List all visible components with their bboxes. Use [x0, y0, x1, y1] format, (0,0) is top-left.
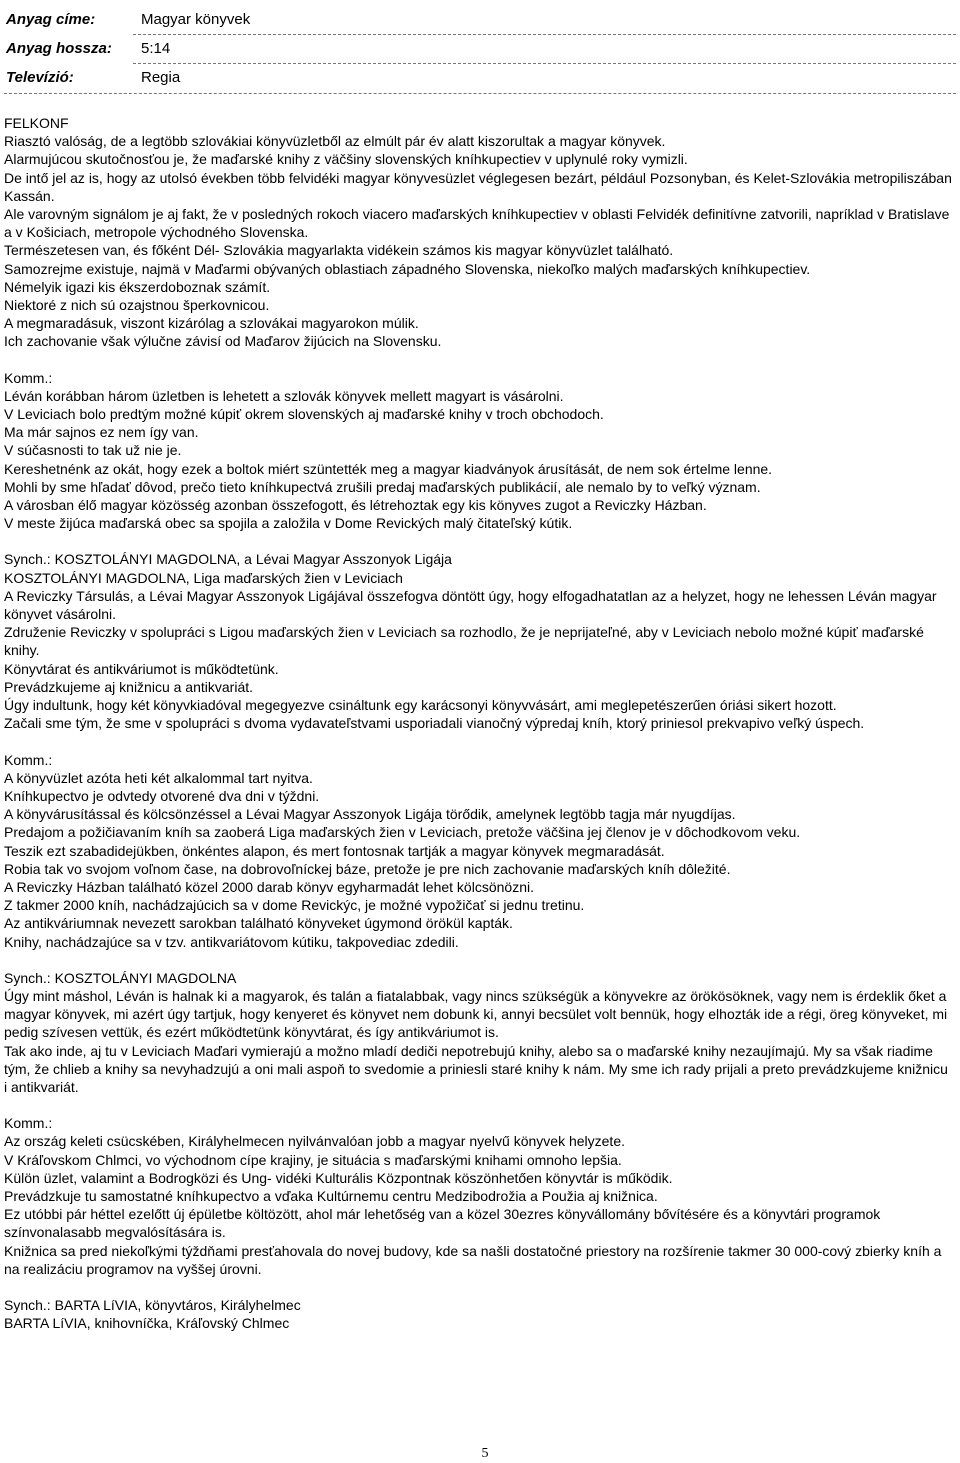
header-separator	[4, 93, 956, 94]
block-gap	[4, 532, 952, 550]
text-line: Ez utóbbi pár héttel ezelőtt új épületbe költözött, ahol már lehetőség van a közel 30ezres könyvállomány bővítésére és a könyvtári programok színvonalasabb megvalósítására is.	[4, 1206, 881, 1241]
text-line: Léván korábban három üzletben is lehetett a szlovák könyvek mellett magyart is vásárolni.	[4, 387, 564, 404]
text-line: Külön üzlet, valamint a Bodrogközi és Ung- vidéki Kulturális Központnak köszönhetően könyvtár is működik.	[4, 1169, 673, 1186]
block-gap	[4, 951, 952, 969]
block-gap	[4, 733, 952, 751]
text-line: Združenie Reviczky v spolupráci s Ligou maďarských žien v Leviciach sa rozhodlo, že je neprijateľné, aby v Leviciach nebolo možné kúpiť maďarské knihy.	[4, 624, 924, 659]
text-line: V meste žijúca maďarská obec sa spojila a založila v Dome Revických malý čitateľský kútik.	[4, 515, 573, 532]
text-line: Kníhkupectvo je odvtedy otvorené dva dni v týždni.	[4, 787, 320, 804]
text-line: V Kráľovskom Chlmci, vo východnom cípe krajiny, je situácia s maďarskými knihami omnoho lepšia.	[4, 1151, 622, 1168]
tv-label: Televízió:	[6, 69, 74, 86]
header-title-row	[0, 10, 960, 34]
text-line: Prevádzkujeme aj knižnicu a antikvariát.	[4, 678, 254, 695]
text-block	[4, 1296, 952, 1332]
text-line: BARTA LíVIA, knihovníčka, Kráľovský Chlmec	[4, 1315, 290, 1332]
text-block	[4, 751, 952, 951]
text-line: Komm.:	[4, 369, 53, 386]
text-line: A megmaradásuk, viszont kizárólag a szlovákai magyarokon múlik.	[4, 315, 419, 332]
block-gap	[4, 351, 952, 369]
header-tv-row	[0, 68, 960, 92]
text-line: A könyvárusítással és kölcsönzéssel a Lévai Magyar Asszonyok Ligája törődik, amelynek legtöbb tagja már nyugdíjas.	[4, 806, 736, 823]
text-line: V súčasnosti to tak už nie je.	[4, 442, 182, 459]
text-line: De intő jel az is, hogy az utolsó években több felvidéki magyar könyvesüzlet véglegesen bezárt, például Pozsonyban, és Kelet-Szlovákia metropiliszában Kassán.	[4, 169, 952, 204]
text-line: Z takmer 2000 kníh, nachádzajúcich sa v dome Revickýc, je možné vypožičať si jednu tretinu.	[4, 897, 585, 914]
text-line: Komm.:	[4, 1115, 53, 1132]
text-line: Úgy indultunk, hogy két könyvkiadóval megegyezve csináltunk egy karácsonyi könyvvásárt, ami meglepetészerűen óriási sikert hozott.	[4, 697, 837, 714]
text-line: Tak ako inde, aj tu v Leviciach Maďari vymierajú a možno mladí dediči nepotrebujú knihy, alebo sa o maďarské knihy nezaujímajú. My sa však riadime tým, že chlieb a knihy sa nevyhadzujú a oni mali aspoň to svedomie a priniesli staré knihy k nám. My sme ich rady prijali a preto prevádzkujeme knižnicu i antikvariát.	[4, 1042, 948, 1095]
tv-value: Regia	[141, 69, 181, 86]
title-underline	[133, 34, 956, 35]
text-line: Predajom a požičiavaním kníh sa zaoberá Liga maďarských žien v Leviciach, pretože väčšina jej členov je v dôchodkovom veku.	[4, 824, 801, 841]
length-underline	[133, 63, 956, 64]
text-line: Kereshetnénk az okát, hogy ezek a boltok miért szüntették meg a magyar kiadványok árusítását, de nem sok értelme lenne.	[4, 460, 773, 477]
text-line: Ich zachovanie však výlučne závisí od Maďarov žijúcich na Slovensku.	[4, 333, 442, 350]
title-value: Magyar könyvek	[141, 11, 251, 28]
text-line: Synch.: KOSZTOLÁNYI MAGDOLNA	[4, 969, 237, 986]
page-number: 5	[481, 1446, 489, 1461]
text-line: Teszik ezt szabadidejükben, önkéntes alapon, és mert fontosnak tartják a magyar könyvek megmaradását.	[4, 842, 665, 859]
text-line: Prevádzkuje tu samostatné kníhkupectvo a vďaka Kultúrnemu centru Medzibodrožia a Použia aj knižnica.	[4, 1187, 658, 1204]
text-block	[4, 114, 952, 351]
text-line: V Leviciach bolo predtým možné kúpiť okrem slovenských aj maďarské knihy v troch obchodoch.	[4, 406, 604, 423]
length-value: 5:14	[141, 40, 171, 57]
text-line: Ma már sajnos ez nem így van.	[4, 424, 199, 441]
text-line: Komm.:	[4, 751, 53, 768]
text-line: FELKONF	[4, 115, 69, 131]
text-line: Riasztó valóság, de a legtöbb szlovákiai könyvüzletből az elmúlt pár év alatt kiszorultak a magyar könyvek.	[4, 133, 666, 150]
text-line: Synch.: KOSZTOLÁNYI MAGDOLNA, a Lévai Magyar Asszonyok Ligája	[4, 551, 452, 568]
text-line: Knižnica sa pred niekoľkými týždňami presťahovala do novej budovy, kde sa našli dostatočné priestory na rozšírenie takmer 30 000-cový zbierky kníh a na realizáciu programov na vyššej úrovni.	[4, 1242, 942, 1277]
text-line: Úgy mint máshol, Léván is halnak ki a magyarok, és talán a fiatalabbak, vagy nincs szükségük a könyvekre az örökösöknek, vagy nem is érdeklik őket a magyar könyvek, mi azért úgy tartjuk, hogy kenyeret és könyvet nem dobunk ki, annyi becsület volt bennük, hogy elhozták ide a régi, öreg könyveket, mi pedig szívesen vettük, és ezért működtetünk könyvtárat, és így antikváriumot is.	[4, 987, 948, 1041]
text-line: A Reviczky Házban található közel 2000 darab könyv egyharmadát lehet kölcsönözni.	[4, 878, 534, 895]
text-line: Az ország keleti csücskében, Királyhelmecen nyilvánvalóan jobb a magyar nyelvű könyvek helyzete.	[4, 1133, 625, 1150]
text-line: Knihy, nachádzajúce sa v tzv. antikvariátovom kútiku, takpovediac zdedili.	[4, 933, 459, 950]
text-line: Némelyik igazi kis ékszerdoboznak számít.	[4, 278, 271, 295]
text-line: Természetesen van, és főként Dél- Szlovákia magyarlakta vidékein számos kis magyar könyvüzlet található.	[4, 242, 674, 259]
text-block	[4, 369, 952, 533]
text-line: A városban élő magyar közösség azonban összefogott, és létrehoztak egy kis könyves zugot a Reviczky Házban.	[4, 497, 707, 514]
text-block	[4, 1114, 952, 1278]
title-label: Anyag címe:	[6, 11, 96, 28]
text-line: Ale varovným signálom je aj fakt, že v posledných rokoch viacero maďarských kníhkupectiev v oblasti Felvidék definitívne zatvorili, napríklad v Bratislave a v Košiciach, metropole východného Slovenska.	[4, 206, 950, 241]
text-line: Niektoré z nich sú ozajstnou šperkovnicou.	[4, 297, 270, 314]
text-line: Mohli by sme hľadať dôvod, prečo tieto kníhkupectvá zrušili predaj maďarských publikácií, ale nemalo by to veľký význam.	[4, 478, 761, 495]
text-line: Robia tak vo svojom voľnom čase, na dobrovoľníckej báze, pretože je pre nich zachovanie maďarských kníh dôležité.	[4, 860, 731, 877]
document-body	[4, 114, 952, 1332]
text-line: A Reviczky Társulás, a Lévai Magyar Asszonyok Ligájával összefogva döntött úgy, hogy elfogadhatatlan az a helyzet, hogy ne lehessen Léván magyar könyvet vásárolni.	[4, 587, 937, 623]
text-line: Az antikváriumnak nevezett sarokban található könyveket úgymond örökül kapták.	[4, 915, 513, 932]
header-length-row	[0, 39, 960, 63]
text-block	[4, 969, 952, 1096]
length-label: Anyag hossza:	[6, 40, 112, 57]
text-line: KOSZTOLÁNYI MAGDOLNA, Liga maďarských žien v Leviciach	[4, 569, 403, 586]
block-gap	[4, 1096, 952, 1114]
text-line: Synch.: BARTA LíVIA, könyvtáros, Királyhelmec	[4, 1296, 301, 1313]
block-gap	[4, 1278, 952, 1296]
text-line: Začali sme tým, že sme v spolupráci s dvoma vydavateľstvami usporiadali vianočný výpredaj kníh, ktorý priniesol prekvapivo veľký úspech.	[4, 715, 865, 732]
text-line: A könyvüzlet azóta heti két alkalommal tart nyitva.	[4, 769, 313, 786]
text-line: Könyvtárat és antikváriumot is működtetünk.	[4, 660, 279, 677]
text-line: Alarmujúcou skutočnosťou je, že maďarské knihy z väčšiny slovenských kníhkupectiev v uplynulé roky vymizli.	[4, 151, 688, 168]
text-block	[4, 550, 952, 732]
text-line: Samozrejme existuje, najmä v Maďarmi obývaných oblastiach západného Slovenska, niekoľko malých maďarských kníhkupectiev.	[4, 260, 811, 277]
